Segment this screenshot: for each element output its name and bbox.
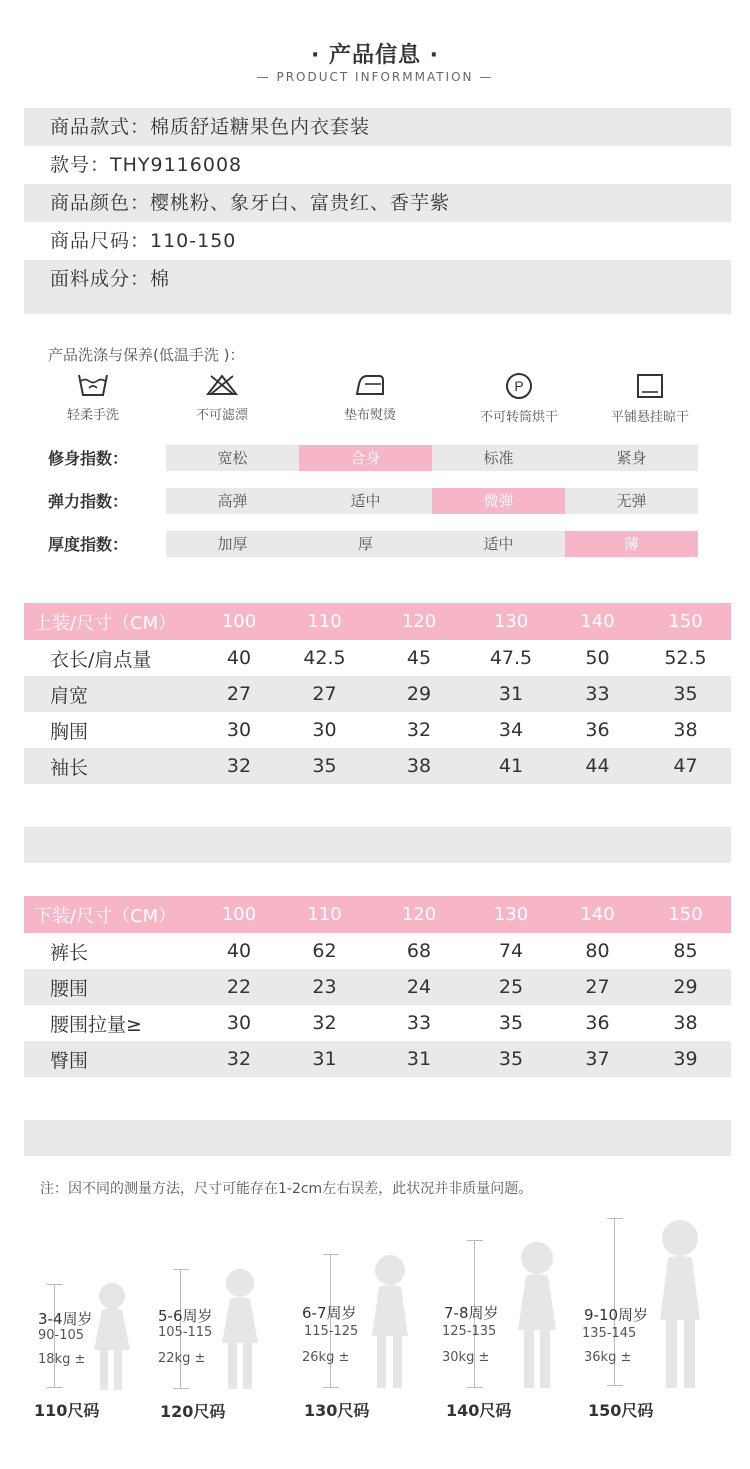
table-header xyxy=(24,896,731,933)
cell: 74 xyxy=(498,940,524,962)
size-label: 130尺码 xyxy=(304,1401,370,1420)
info-material: 面料成分：棉 xyxy=(24,260,731,314)
index-label: 厚度指数： xyxy=(48,535,129,554)
size-label: 140尺码 xyxy=(446,1401,512,1420)
weight-label: 26kg ± xyxy=(302,1350,350,1365)
svg-text:P: P xyxy=(514,378,524,394)
row-label: 衣长/肩点量 xyxy=(50,648,152,671)
size-label: 110尺码 xyxy=(34,1401,100,1420)
index-option: 标准 xyxy=(483,449,514,467)
weight-label: 30kg ± xyxy=(442,1350,490,1365)
cell: 38 xyxy=(673,1012,698,1034)
cell: 29 xyxy=(406,683,432,705)
cell: 42.5 xyxy=(303,647,346,669)
index-label: 弹力指数： xyxy=(48,492,129,511)
index-option: 宽松 xyxy=(217,449,248,467)
header-cell: 110 xyxy=(307,611,342,632)
fit-index xyxy=(0,445,750,473)
weight-label: 22kg ± xyxy=(158,1351,206,1366)
header-cell: 110 xyxy=(307,904,342,925)
info-color: 商品颜色：樱桃粉、象牙白、富贵红、香芋紫 xyxy=(24,184,731,222)
cell: 52.5 xyxy=(664,647,707,669)
cell: 31 xyxy=(498,683,524,705)
row-label: 肩宽 xyxy=(50,684,89,707)
child-silhouette-icon xyxy=(502,1236,568,1390)
no-tumble-dry-icon xyxy=(502,372,536,400)
cell: 24 xyxy=(406,976,432,998)
size-label: 120尺码 xyxy=(160,1402,226,1421)
care-title: 产品洗涤与保养(低温手洗 )： xyxy=(48,346,245,364)
height-range: 135-145 xyxy=(582,1326,637,1341)
index-option: 适中 xyxy=(483,535,514,553)
header-cell: 120 xyxy=(401,904,437,925)
elasticity-index xyxy=(0,488,750,516)
cell: 33 xyxy=(585,683,610,705)
table-row xyxy=(24,1005,731,1041)
age-label: 6-7周岁 xyxy=(302,1304,357,1322)
no-bleach-icon xyxy=(205,372,239,398)
row-label: 袖长 xyxy=(50,756,89,779)
info-size: 商品尺码：110-150 xyxy=(50,230,237,252)
cell: 35 xyxy=(312,755,337,777)
cell: 32 xyxy=(226,1048,252,1070)
table-row xyxy=(24,712,731,748)
cell: 38 xyxy=(673,719,698,741)
height-range: 90-105 xyxy=(38,1328,85,1343)
header-cell: 140 xyxy=(580,611,615,632)
table-row xyxy=(24,748,731,784)
cell: 32 xyxy=(406,719,432,741)
age-label: 7-8周岁 xyxy=(444,1304,499,1322)
weight-label: 36kg ± xyxy=(584,1350,632,1365)
header-cell: 100 xyxy=(221,904,257,925)
cell: 25 xyxy=(498,976,524,998)
care-label: 不可转筒烘干 xyxy=(479,410,558,425)
header-cell: 140 xyxy=(580,904,615,925)
header-cell: 150 xyxy=(668,904,703,925)
cell: 30 xyxy=(226,1012,252,1034)
care-item-no-bleach xyxy=(162,372,282,423)
age-label: 9-10周岁 xyxy=(584,1306,649,1324)
cell: 85 xyxy=(673,940,698,962)
cell: 22 xyxy=(226,976,252,998)
cell: 44 xyxy=(585,755,610,777)
cell: 40 xyxy=(226,647,252,669)
cell: 27 xyxy=(312,683,337,705)
header-cell: 下装/尺寸（CM） xyxy=(34,905,177,927)
child-silhouette-icon xyxy=(356,1250,420,1390)
cell: 27 xyxy=(585,976,610,998)
care-label: 轻柔手洗 xyxy=(66,408,119,423)
row-label: 裤长 xyxy=(50,941,89,964)
cell: 38 xyxy=(406,755,432,777)
row-label: 腰围 xyxy=(50,977,89,1000)
product-info xyxy=(24,108,731,314)
index-option-selected: 薄 xyxy=(565,531,698,557)
cell: 33 xyxy=(406,1012,432,1034)
row-label: 腰围拉量≥ xyxy=(50,1013,142,1036)
spacer-band xyxy=(24,1120,731,1156)
cell: 35 xyxy=(673,683,698,705)
flat-dry-icon xyxy=(633,372,667,400)
cell: 40 xyxy=(226,940,252,962)
hand-wash-icon xyxy=(76,372,110,398)
index-option: 紧身 xyxy=(616,449,647,467)
child-silhouette-icon xyxy=(208,1265,268,1391)
cell: 80 xyxy=(585,940,610,962)
cell: 27 xyxy=(226,683,252,705)
index-option: 适中 xyxy=(350,492,381,510)
cell: 32 xyxy=(226,755,252,777)
cell: 31 xyxy=(312,1048,337,1070)
care-label: 不可滤漂 xyxy=(195,408,248,423)
height-range: 125-135 xyxy=(442,1324,497,1339)
cell: 30 xyxy=(226,719,252,741)
index-option-selected: 合身 xyxy=(299,445,432,471)
header-cell: 130 xyxy=(493,611,529,632)
cell: 35 xyxy=(498,1048,524,1070)
cell: 35 xyxy=(498,1012,524,1034)
page-title: · 产品信息 · xyxy=(310,43,440,68)
cell: 47.5 xyxy=(489,647,533,669)
header-cell: 100 xyxy=(221,611,257,632)
top-size-table xyxy=(24,603,731,784)
height-range: 105-115 xyxy=(158,1325,213,1340)
care-icons xyxy=(0,372,750,432)
table-row xyxy=(24,640,731,676)
cell: 47 xyxy=(673,755,698,777)
size-label: 150尺码 xyxy=(588,1401,654,1420)
header-cell: 150 xyxy=(668,611,703,632)
cell: 41 xyxy=(498,755,524,777)
care-label: 垫布熨烫 xyxy=(343,408,396,423)
care-item-iron xyxy=(310,372,430,423)
row-label: 胸围 xyxy=(50,720,89,743)
index-option-selected: 微弹 xyxy=(432,488,565,514)
info-code: 款号：THY9116008 xyxy=(50,154,243,176)
header-cell: 130 xyxy=(493,904,529,925)
measurement-note: 注：因不同的测量方法，尺寸可能存在1-2cm左右误差，此状况并非质量问题。 xyxy=(40,1181,533,1197)
cell: 62 xyxy=(312,940,337,962)
table-row xyxy=(24,969,731,1005)
age-label: 3-4周岁 xyxy=(38,1310,93,1328)
cell: 32 xyxy=(312,1012,337,1034)
cell: 36 xyxy=(585,719,610,741)
table-row xyxy=(24,1041,731,1077)
row-label: 臀围 xyxy=(50,1049,89,1072)
care-label: 平铺悬挂晾干 xyxy=(610,410,689,425)
care-item-flat-dry xyxy=(590,372,710,425)
header-cell: 120 xyxy=(401,611,437,632)
cell: 31 xyxy=(406,1048,432,1070)
cell: 39 xyxy=(673,1048,698,1070)
cell: 23 xyxy=(312,976,337,998)
index-option: 厚 xyxy=(357,535,373,553)
age-label: 5-6周岁 xyxy=(158,1307,213,1325)
height-range: 115-125 xyxy=(304,1324,359,1339)
cell: 30 xyxy=(312,719,337,741)
cell: 45 xyxy=(406,647,432,669)
info-style: 商品款式：棉质舒适糖果色内衣套装 xyxy=(24,108,731,146)
index-option: 无弹 xyxy=(616,492,647,510)
cell: 36 xyxy=(585,1012,610,1034)
weight-label: 18kg ± xyxy=(38,1352,86,1367)
cell: 68 xyxy=(406,940,432,962)
table-row xyxy=(24,676,731,712)
child-silhouette-icon xyxy=(82,1280,138,1392)
table-row xyxy=(24,933,731,969)
index-label: 修身指数： xyxy=(48,449,129,468)
index-option: 加厚 xyxy=(217,535,248,553)
care-item-hand-wash xyxy=(33,372,153,423)
header-cell: 上装/尺寸（CM） xyxy=(34,612,177,634)
table-header xyxy=(24,603,731,640)
cell: 37 xyxy=(585,1048,610,1070)
bottom-size-table xyxy=(24,896,731,1077)
iron-icon xyxy=(353,372,387,398)
cell: 50 xyxy=(585,647,610,669)
child-silhouette-icon xyxy=(642,1214,714,1390)
thickness-index xyxy=(0,531,750,559)
index-option: 高弹 xyxy=(217,492,248,510)
spacer-band xyxy=(24,827,731,863)
care-item-no-tumble-dry xyxy=(459,372,579,425)
cell: 29 xyxy=(673,976,698,998)
page-subtitle: — PRODUCT INFORMMATION — xyxy=(256,70,494,84)
cell: 34 xyxy=(498,719,524,741)
